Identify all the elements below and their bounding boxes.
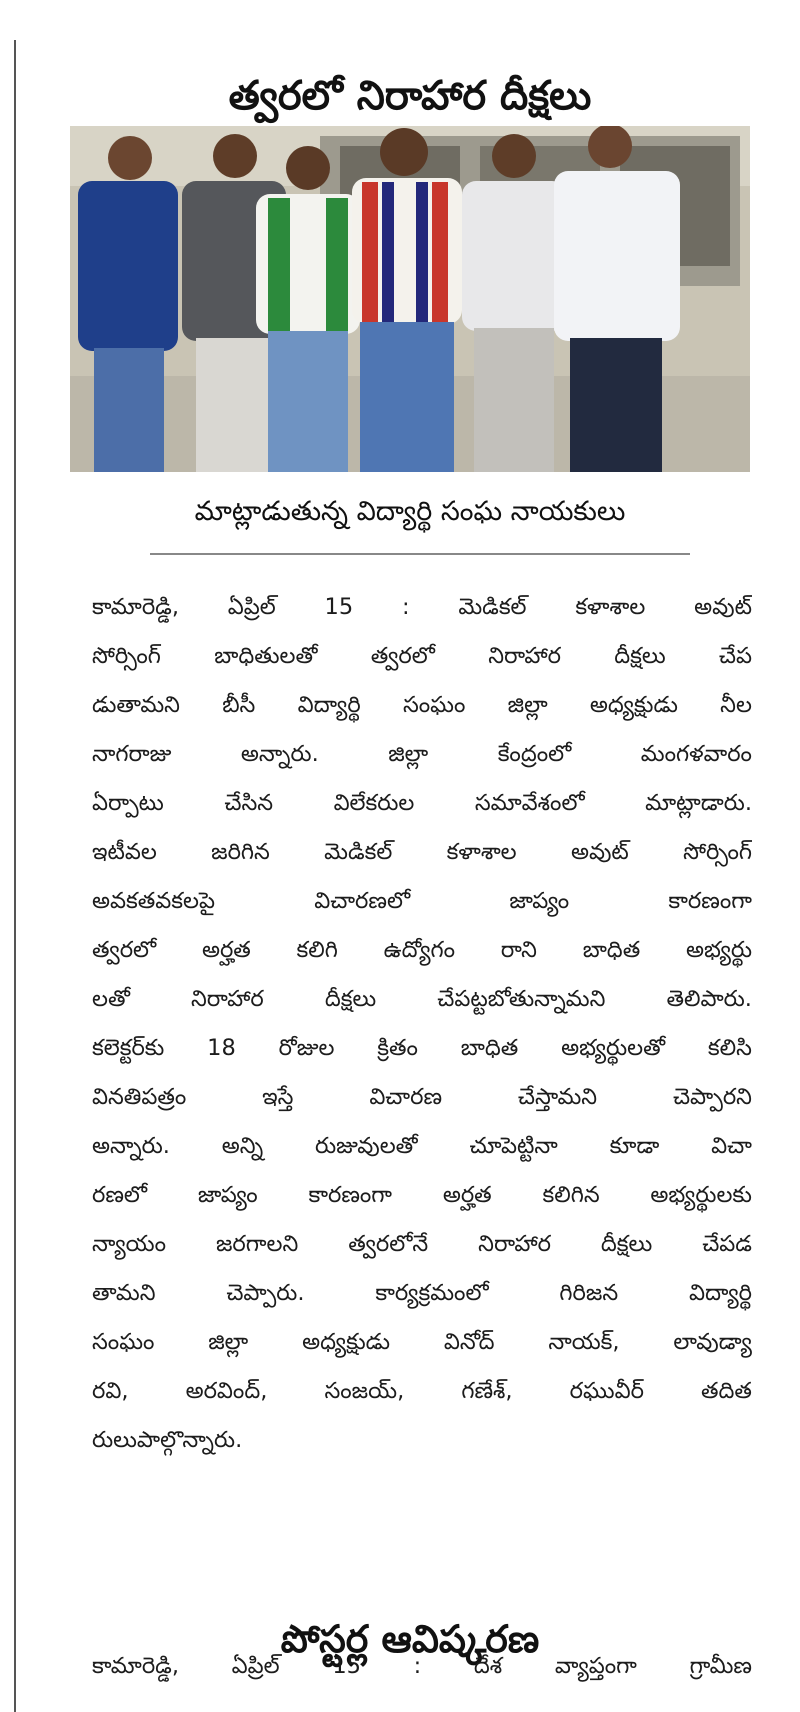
article-line: రవి, అరవింద్, సంజయ్, గణేశ్, రఘువీర్ తదిత [92,1378,752,1404]
article-line: ఇటీవల జరిగిన మెడికల్ కళాశాల అవుట్ సోర్సింగ్ [92,839,752,865]
news-photo [70,126,750,472]
caption-divider [150,553,690,555]
article-line: సోర్సింగ్ బాధితులతో త్వరలో నిరాహార దీక్షలు చేప [92,643,752,669]
article-line: అవకతవకలపై విచారణలో జాప్యం కారణంగా [92,888,752,914]
article-line: డుతామని బీసీ విద్యార్థి సంఘం జిల్లా అధ్యక్షుడు నీల [92,692,752,718]
headline-2: పోస్టర్ల ఆవిష్కరణ [280,1616,540,1661]
article-line: అన్నారు. అన్ని రుజువులతో చూపెట్టినా కూడా విచా [92,1133,752,1159]
photo-caption: మాట్లాడుతున్న విద్యార్థి సంఘ నాయకులు [194,496,626,527]
article-line: న్యాయం జరగాలని త్వరలోనే నిరాహార దీక్షలు చేపడ [92,1231,752,1257]
article-line: వినతిపత్రం ఇస్తే విచారణ చేస్తామని చెప్పారని [92,1084,752,1110]
article-line: ఏర్పాటు చేసిన విలేకరుల సమావేశంలో మాట్లాడారు. [92,790,752,816]
headline-1: త్వరలో నిరాహార దీక్షలు [228,72,592,119]
article-line: రులు పాల్గొన్నారు. [92,1427,243,1453]
article-line: నాగరాజు అన్నారు. జిల్లా కేంద్రంలో మంగళవారం [92,741,752,767]
article-line: కామారెడ్డి, ఏప్రిల్ 15 : దేశ వ్యాప్తంగా గ్రామీణ [92,1653,752,1679]
article-line: త్వరలో అర్హత కలిగి ఉద్యోగం రాని బాధిత అభ్యర్థు [92,937,752,963]
article-line: తామని చెప్పారు. కార్యక్రమంలో గిరిజన విద్యార్థి [92,1280,752,1306]
column-rule [14,40,16,1712]
article-line: సంఘం జిల్లా అధ్యక్షుడు వినోద్ నాయక్, లావుడ్యా [92,1329,752,1355]
article-line: లతో నిరాహార దీక్షలు చేపట్టబోతున్నామని తెలిపారు. [92,986,752,1012]
article-1-body [92,583,752,1465]
article-2-body [92,1643,752,1689]
article-line: కలెక్టర్‌కు 18 రోజుల క్రితం బాధిత అభ్యర్థులతో కలిసి [92,1035,752,1061]
article-line: కామారెడ్డి, ఏప్రిల్ 15 : మెడికల్ కళాశాల అవుట్ [92,594,752,620]
article-line: రణలో జాప్యం కారణంగా అర్హత కలిగిన అభ్యర్థులకు [92,1182,752,1208]
